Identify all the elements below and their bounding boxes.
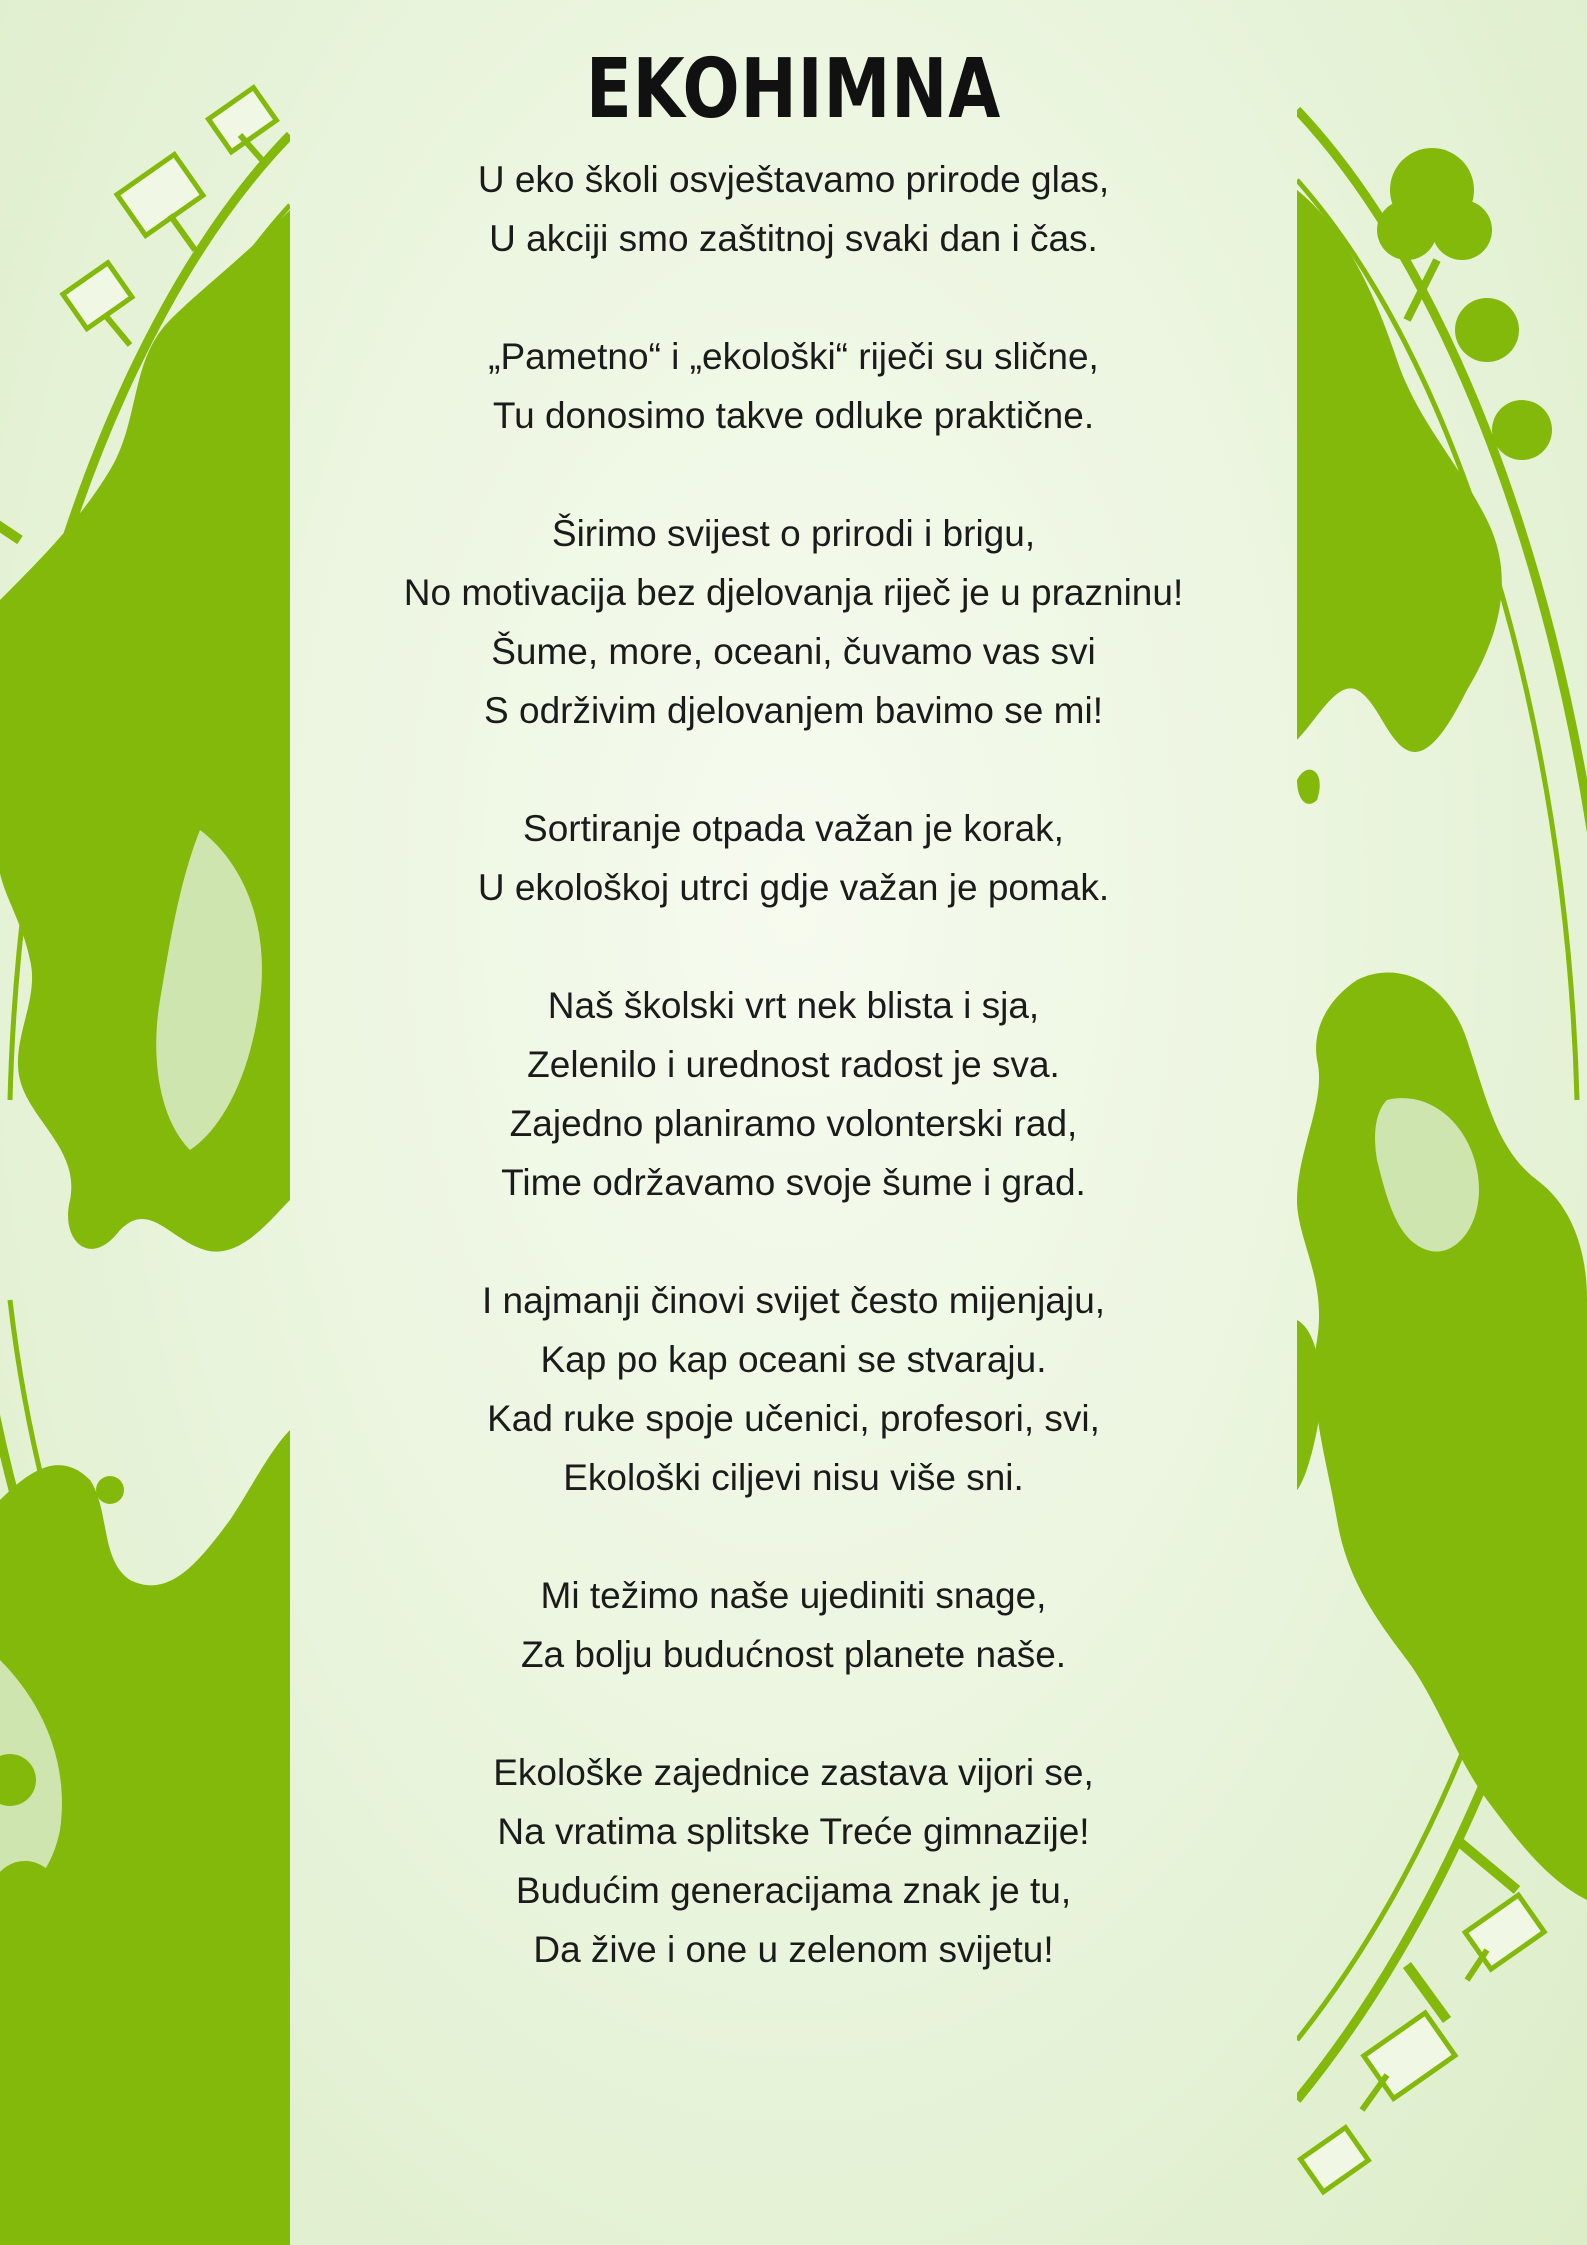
poem-line: Sortiranje otpada važan je korak, bbox=[523, 808, 1064, 849]
poem-line: Ekološke zajednice zastava vijori se, bbox=[493, 1752, 1094, 1793]
poem-line: Na vratima splitske Treće gimnazije! bbox=[497, 1811, 1090, 1852]
stanza bbox=[300, 976, 1287, 1212]
stanza bbox=[300, 150, 1287, 268]
poem-line: Širimo svijest o prirodi i brigu, bbox=[551, 513, 1036, 554]
poem-line: U akciji smo zaštitnoj svaki dan i čas. bbox=[489, 218, 1098, 259]
poem-line: Za bolju budućnost planete naše. bbox=[520, 1634, 1067, 1675]
poem-line: No motivacija bez djelovanja riječ je u prazninu! bbox=[403, 572, 1184, 613]
poem-line: Ekološki ciljevi nisu više sni. bbox=[563, 1457, 1024, 1498]
poem-stanzas bbox=[300, 150, 1287, 1979]
poem-line: „Pametno“ i „ekološki“ riječi su slične, bbox=[488, 336, 1099, 377]
poem-line: I najmanji činovi svijet često mijenjaju, bbox=[481, 1280, 1106, 1321]
stanza bbox=[300, 504, 1287, 740]
stanza bbox=[300, 1271, 1287, 1507]
poem-line: Time održavamo svoje šume i grad. bbox=[501, 1162, 1086, 1203]
stanza bbox=[300, 799, 1287, 917]
poem-line: Mi težimo naše ujediniti snage, bbox=[540, 1575, 1047, 1616]
poem-line: S održivim djelovanjem bavimo se mi! bbox=[484, 690, 1103, 731]
poem-line: U ekološkoj utrci gdje važan je pomak. bbox=[477, 867, 1110, 908]
poem-line: Budućim generacijama znak je tu, bbox=[515, 1870, 1072, 1911]
poem-line: Naš školski vrt nek blista i sja, bbox=[547, 985, 1040, 1026]
poem-line: Šume, more, oceani, čuvamo vas svi bbox=[491, 631, 1096, 672]
poem-line: Da žive i one u zelenom svijetu! bbox=[533, 1929, 1054, 1970]
stanza bbox=[300, 1743, 1287, 1979]
stanza bbox=[300, 327, 1287, 445]
poem-title: EKOHIMNA bbox=[585, 42, 1002, 137]
globe-continents-right bbox=[1287, 0, 1587, 2245]
poem-line: Zajedno planiramo volonterski rad, bbox=[509, 1103, 1078, 1144]
poem-line: Tu donosimo takve odluke praktične. bbox=[492, 395, 1095, 436]
poem-line: Zelenilo i urednost radost je sva. bbox=[527, 1044, 1060, 1085]
poem-content bbox=[300, 30, 1287, 2038]
poem-line: U eko školi osvještavamo prirode glas, bbox=[477, 159, 1110, 200]
globe-continents-left bbox=[0, 0, 300, 2245]
poem-line: Kad ruke spoje učenici, profesori, svi, bbox=[487, 1398, 1100, 1439]
poem-line: Kap po kap oceani se stvaraju. bbox=[540, 1339, 1047, 1380]
stanza bbox=[300, 1566, 1287, 1684]
